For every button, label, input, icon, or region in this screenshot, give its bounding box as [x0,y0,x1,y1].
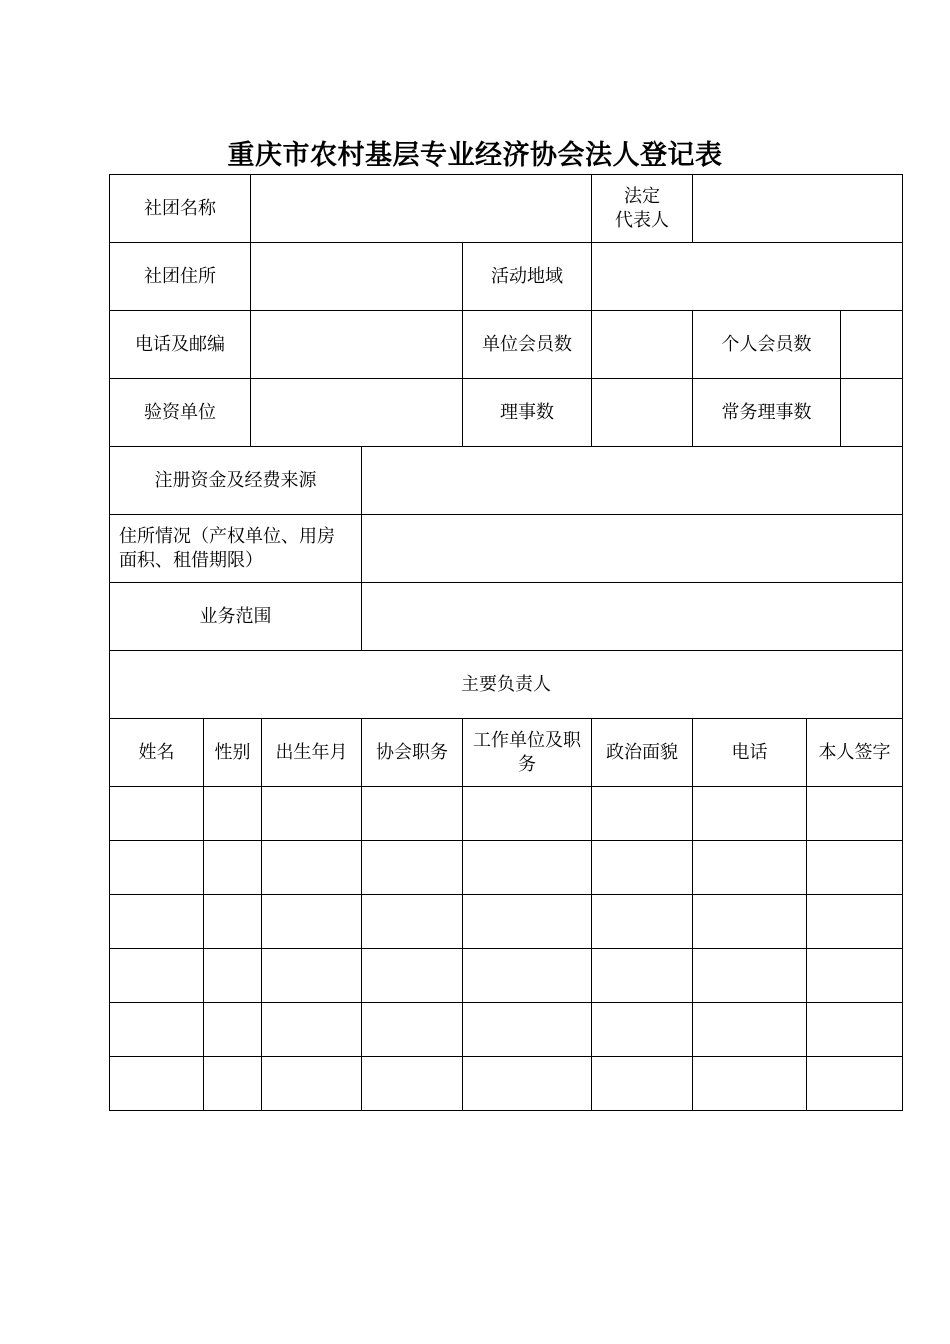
leader-position-field[interactable] [362,787,462,840]
leader-position-field[interactable] [362,841,462,894]
premises-label-line1: 住所情况（产权单位、用房 [119,525,335,547]
leader-position-field[interactable] [362,1003,462,1056]
capital-funding-label: 注册资金及经费来源 [154,469,317,491]
header-signature: 本人签字 [818,741,891,763]
individual-members-field[interactable] [841,311,902,378]
directors-count-label: 理事数 [500,401,554,423]
leader-political-status-field[interactable] [592,1003,692,1056]
leader-birth-date-field[interactable] [262,949,361,1002]
main-leaders-heading: 主要负责人 [461,673,551,695]
leader-gender-field[interactable] [204,895,261,948]
association-address-field[interactable] [251,243,462,310]
leader-position-field[interactable] [362,895,462,948]
legal-representative-label-line1: 法定 [624,185,660,207]
row-border [109,1110,903,1111]
leader-signature-field[interactable] [807,787,902,840]
activity-area-field[interactable] [592,243,902,310]
leader-birth-date-field[interactable] [262,787,361,840]
individual-members-label: 个人会员数 [721,333,812,355]
leader-workplace-field[interactable] [463,1003,591,1056]
unit-members-field[interactable] [592,311,692,378]
standing-directors-label: 常务理事数 [721,401,812,423]
leader-position-field[interactable] [362,1057,462,1110]
leader-workplace-field[interactable] [463,895,591,948]
leader-name-field[interactable] [110,1057,203,1110]
unit-members-label: 单位会员数 [482,333,572,355]
header-workplace-line1: 工作单位及职 [473,729,581,751]
phone-postcode-label: 电话及邮编 [135,333,225,355]
header-political-status: 政治面貌 [606,741,678,763]
leader-signature-field[interactable] [807,841,902,894]
legal-representative-label [592,175,692,242]
leader-phone-field[interactable] [693,949,806,1002]
activity-area-label: 活动地域 [491,265,563,287]
leader-signature-field[interactable] [807,1003,902,1056]
leader-position-field[interactable] [362,949,462,1002]
leader-signature-field[interactable] [807,1057,902,1110]
leader-gender-field[interactable] [204,841,261,894]
leader-political-status-field[interactable] [592,949,692,1002]
leader-phone-field[interactable] [693,787,806,840]
form-title: 重庆市农村基层专业经济协会法人登记表 [227,140,723,171]
leader-phone-field[interactable] [693,1003,806,1056]
leader-workplace-field[interactable] [463,787,591,840]
premises-label-line2: 面积、租借期限） [119,549,263,571]
capital-audit-unit-label: 验资单位 [144,401,216,423]
leader-political-status-field[interactable] [592,895,692,948]
legal-representative-label-line2: 代表人 [615,209,669,231]
capital-funding-field[interactable] [362,447,902,514]
premises-field[interactable] [362,515,902,582]
association-address-label: 社团住所 [144,265,216,287]
capital-audit-unit-field[interactable] [251,379,462,446]
header-birth-date: 出生年月 [275,741,348,763]
business-scope-label: 业务范围 [199,605,272,627]
leader-name-field[interactable] [110,949,203,1002]
leader-signature-field[interactable] [807,895,902,948]
leader-workplace-field[interactable] [463,1057,591,1110]
header-workplace-line2: 务 [518,753,536,775]
leader-birth-date-field[interactable] [262,1003,361,1056]
leader-phone-field[interactable] [693,895,806,948]
phone-postcode-field[interactable] [251,311,462,378]
leader-political-status-field[interactable] [592,787,692,840]
leader-name-field[interactable] [110,895,203,948]
header-name: 姓名 [138,741,175,763]
leader-gender-field[interactable] [204,1057,261,1110]
standing-directors-field[interactable] [841,379,902,446]
header-workplace [463,719,591,786]
association-name-label: 社团名称 [144,197,216,219]
leader-workplace-field[interactable] [463,949,591,1002]
leader-gender-field[interactable] [204,949,261,1002]
leader-workplace-field[interactable] [463,841,591,894]
leader-name-field[interactable] [110,1003,203,1056]
leader-phone-field[interactable] [693,841,806,894]
leader-signature-field[interactable] [807,949,902,1002]
legal-representative-field[interactable] [693,175,902,242]
column-border [902,174,903,1111]
header-gender: 性别 [214,741,251,763]
premises-label [110,515,361,582]
leader-birth-date-field[interactable] [262,1057,361,1110]
leader-gender-field[interactable] [204,1003,261,1056]
header-phone: 电话 [731,741,768,763]
directors-count-field[interactable] [592,379,692,446]
leader-birth-date-field[interactable] [262,895,361,948]
leader-political-status-field[interactable] [592,1057,692,1110]
leader-name-field[interactable] [110,787,203,840]
business-scope-field[interactable] [362,583,902,650]
association-name-field[interactable] [251,175,591,242]
leader-political-status-field[interactable] [592,841,692,894]
leader-name-field[interactable] [110,841,203,894]
leader-gender-field[interactable] [204,787,261,840]
leader-birth-date-field[interactable] [262,841,361,894]
leader-phone-field[interactable] [693,1057,806,1110]
header-association-position: 协会职务 [376,741,448,763]
